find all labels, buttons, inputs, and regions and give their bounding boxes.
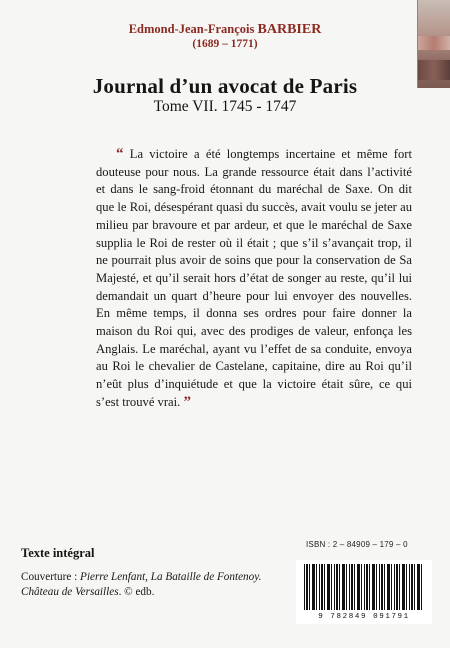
excerpt-quote: [96, 146, 412, 412]
barcode-digits: 9 782849 091791: [318, 613, 410, 621]
close-quote-mark: ”: [183, 393, 191, 410]
book-volume: Tome VII. 1745 - 1747: [153, 98, 297, 115]
cover-credit-work: Pierre Lenfant, La Bataille de Fontenoy.: [80, 571, 262, 583]
cover-credit-label: Couverture :: [21, 571, 81, 583]
open-quote-mark: “: [116, 146, 124, 162]
book-title: Journal d’un avocat de Paris: [92, 74, 358, 98]
author-block: [0, 22, 450, 52]
author-dates: (1689 – 1771): [192, 38, 258, 50]
barcode-bars: [304, 564, 424, 610]
author-given-names: Edmond-Jean-François: [128, 22, 255, 36]
texte-integral-label: Texte intégral: [21, 546, 95, 560]
isbn-number: ISBN : 2 – 84909 – 179 – 0: [306, 540, 408, 549]
excerpt-text: La victoire a été longtemps incertaine et même fort douteuse pour nous. La grande ressource était dans l’activité et dans le sang-froid étonnant du maréchal de Saxe. On dit que le Roi, désespérant quasi du succès, avait voulu se jeter au milieu par bravoure et par ardeur, et que le maréchal de Saxe supplia le Roi de rester où il était ; que s’il s’avançait trop, il ne pourrait plus avoir de soins que pour la conservation de Sa Majesté, et qu’il serait hors d’état de songer au reste, qu’il lui demandait un quart d’heure pour lui envoyer des nouvelles. En même temps, il donna ses ordres pour faire donner la maison du Roi qui, avec des prodiges de valeur, enfonça les Anglais. Le maréchal, ayant vu l’effet de sa conduite, envoya au Roi le chevalier de Castelane, capitaine, dire au Roi qu’il n’eût plus d’inquiétude et que la victoire était sûre, ce qui s’est trouvé vrai.: [96, 147, 412, 409]
cover-credit-copyright: . © edb.: [118, 586, 155, 598]
barcode: [296, 560, 432, 624]
cover-credit: [21, 570, 291, 600]
author-surname: BARBIER: [257, 22, 322, 37]
cover-credit-place: Château de Versailles: [21, 586, 119, 598]
